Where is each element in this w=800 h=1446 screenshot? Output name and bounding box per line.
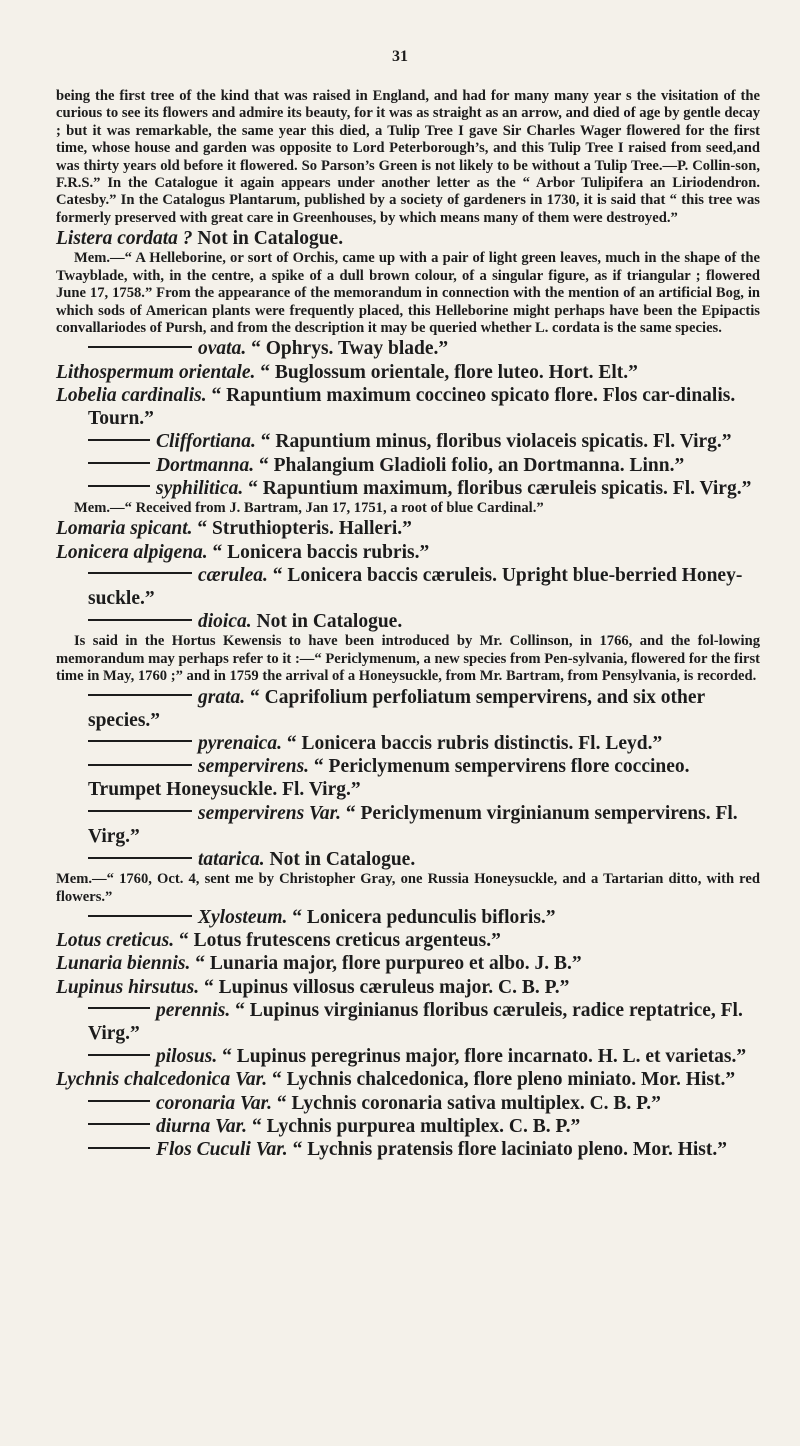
entry-lonicera-grata [56, 686, 760, 732]
entry-lychnis-flos-cuculi [56, 1138, 760, 1161]
entry-lonicera-xylosteum [56, 906, 760, 929]
entry-text: “ Periclymenum sempervirens flore coccineo. Trumpet Honeysuckle. Fl. Virg.” [88, 756, 690, 801]
ditto-rule [88, 810, 192, 812]
ditto-rule [88, 619, 192, 621]
entry-text: “ Lupinus peregrinus major, flore incarnato. H. L. et varietas.” [222, 1046, 747, 1068]
entry-text: “ Lonicera pedunculis bifloris.” [292, 906, 556, 928]
genus-name: Lomaria spicant. [56, 518, 193, 540]
genus-name: Listera cordata ? [56, 228, 193, 250]
entry-listera-ovata [56, 337, 760, 360]
entry-text: “ Lychnis purpurea multiplex. C. B. P.” [251, 1115, 581, 1137]
genus-name: Lotus creticus. [56, 930, 175, 952]
ditto-rule [88, 694, 192, 696]
page-content [56, 88, 760, 1161]
entry-text: “ Lotus frutescens creticus argenteus.” [178, 930, 501, 952]
species-name: Xylosteum. [198, 906, 288, 928]
ditto-rule [88, 1147, 150, 1149]
entry-text: “ Struthiopteris. Halleri.” [197, 518, 412, 540]
ditto-rule [88, 857, 192, 859]
memorandum-tatarica: Mem.—“ 1760, Oct. 4, sent me by Christopher Gray, one Russia Honeysuckle, and a Tartarian ditto, with red flowers.” [56, 871, 760, 905]
entry-text: “ Lupinus villosus cæruleus major. C. B. P.” [203, 976, 570, 998]
genus-name: Lupinus hirsutus. [56, 976, 200, 998]
entry-lithospermum [56, 361, 760, 384]
genus-name: Lobelia cardinalis. [56, 384, 207, 406]
ditto-rule [88, 1100, 150, 1102]
entry-lonicera-tatarica [56, 848, 760, 871]
species-name: Cliffortiana. [156, 431, 256, 453]
species-name: coronaria Var. [156, 1092, 272, 1114]
ditto-rule [88, 485, 150, 487]
entry-lychnis-chalcedonica [56, 1068, 760, 1091]
entry-text: “ Lychnis coronaria sativa multiplex. C. B. P.” [276, 1092, 661, 1114]
entry-lonicera-pyrenaica [56, 732, 760, 755]
entry-text: “ Caprifolium perfoliatum sempervirens, and six other species.” [88, 686, 705, 731]
entry-lupinus-perennis [56, 999, 760, 1045]
species-name: perennis. [156, 999, 231, 1021]
species-name: syphilitica. [156, 477, 244, 499]
ditto-rule [88, 1123, 150, 1125]
ditto-rule [88, 740, 192, 742]
ditto-rule [88, 572, 192, 574]
entry-text: “ Rapuntium minus, floribus violaceis spicatis. Fl. Virg.” [260, 431, 732, 453]
entry-lonicera-sempervirens [56, 755, 760, 801]
genus-name: Lithospermum orientale. [56, 361, 256, 383]
entry-text: Not in Catalogue. [197, 228, 344, 250]
entry-lobelia-cliffortiana [56, 430, 760, 453]
entry-listera-cordata [56, 227, 760, 250]
entry-lychnis-coronaria [56, 1092, 760, 1115]
species-name: sempervirens. [198, 756, 310, 778]
species-name: dioica. [198, 611, 252, 633]
species-name: Flos Cuculi Var. [156, 1139, 288, 1161]
entry-lonicera-dioica [56, 610, 760, 633]
entry-lomaria [56, 517, 760, 540]
entry-text: “ Lonicera baccis rubris distinctis. Fl. Leyd.” [286, 732, 663, 754]
entry-text: Not in Catalogue. [256, 611, 403, 633]
species-name: Dortmanna. [156, 454, 255, 476]
ditto-rule [88, 915, 192, 917]
species-name: grata. [198, 686, 246, 708]
ditto-rule [88, 439, 150, 441]
entry-lonicera-caerulea [56, 564, 760, 610]
entry-text: “ Lonicera baccis rubris.” [212, 541, 430, 563]
entry-text: “ Buglossum orientale, flore luteo. Hort. Elt.” [260, 361, 638, 383]
entry-text: “ Lychnis chalcedonica, flore pleno miniato. Mor. Hist.” [271, 1069, 736, 1091]
ditto-rule [88, 764, 192, 766]
entry-lobelia-dortmanna [56, 454, 760, 477]
entry-lunaria [56, 952, 760, 975]
memorandum-lobelia: Mem.—“ Received from J. Bartram, Jan 17, 1751, a root of blue Cardinal.” [74, 499, 544, 516]
species-name: tatarica. [198, 848, 265, 870]
entry-text: “ Lychnis pratensis flore laciniato pleno. Mor. Hist.” [292, 1139, 727, 1161]
ditto-rule [88, 1007, 150, 1009]
paragraph-tulip-tree: being the first tree of the kind that was raised in England, and had for many many year s the visitation of the curious to see its flowers and admire its beauty, for it was as straight as an arrow, and died of age by gentle decay ; but it was remarkable, the same year this died, a Tulip Tree I gave Sir Charles Wager flowered for the first time, whose house and garden was opposite to Lord Peterborough’s, and this Tulip Tree I raised from seed,and was thirty years old before it flowered. So Parson’s Green is not likely to be without a Tulip Tree.—P. Collin-son, F.R.S.” In the Catalogue it again appears under another letter as the “ Arbor Tulipifera an Liriodendron. Catesby.” In the Catalogus Plantarum, published by a society of gardeners in 1730, it is said that “ this tree was formerly preserved with great care in Greenhouses, by which means many of them were destroyed.” [56, 88, 760, 226]
genus-name: Lonicera alpigena. [56, 541, 208, 563]
entry-text: “ Phalangium Gladioli folio, an Dortmanna. Linn.” [258, 454, 685, 476]
species-name: diurna Var. [156, 1115, 248, 1137]
entry-lychnis-diurna [56, 1115, 760, 1138]
entry-lupinus-hirsutus [56, 976, 760, 999]
entry-lotus [56, 929, 760, 952]
species-name: pyrenaica. [198, 732, 282, 754]
genus-name: Lunaria biennis. [56, 953, 191, 975]
entry-lobelia-cardinalis [56, 384, 760, 430]
page-number: 31 [392, 48, 408, 65]
species-name: ovata. [198, 338, 247, 360]
note-lonicera-dioica: Is said in the Hortus Kewensis to have been introduced by Mr. Collinson, in 1766, and the fol-lowing memorandum may perhaps refer to it :—“ Periclymenum, a new species from Pen-sylvania, flowered for the first time in May, 1760 ;” and in 1759 the arrival of a Honeysuckle, from Mr. Bartram, from Pensylvania, is recorded. [56, 633, 760, 685]
entry-lobelia-syphilitica [56, 477, 760, 500]
ditto-rule [88, 462, 150, 464]
entry-text: “ Lupinus virginianus floribus cæruleis, radice reptatrice, Fl. Virg.” [88, 999, 743, 1044]
entry-lonicera-sempervirens-var [56, 802, 760, 848]
entry-text: “ Lonicera baccis cæruleis. Upright blue-berried Honey-suckle.” [88, 564, 743, 609]
species-name: pilosus. [156, 1046, 218, 1068]
species-name: cærulea. [198, 564, 268, 586]
entry-text: “ Rapuntium maximum, floribus cæruleis spicatis. Fl. Virg.” [248, 477, 752, 499]
entry-text: “ Rapuntium maximum coccineo spicato flore. Flos car-dinalis. Tourn.” [88, 384, 736, 430]
entry-text: “ Lunaria major, flore purpureo et albo. J. B.” [195, 953, 582, 975]
ditto-rule [88, 1054, 150, 1056]
ditto-rule [88, 346, 192, 348]
entry-text: “ Periclymenum virginianum sempervirens. Fl. Virg.” [88, 802, 738, 847]
species-name: sempervirens Var. [198, 802, 342, 824]
entry-text: “ Ophrys. Tway blade.” [251, 338, 449, 360]
genus-name: Lychnis chalcedonica Var. [56, 1069, 268, 1091]
entry-text: Not in Catalogue. [269, 848, 416, 870]
entry-lupinus-pilosus [56, 1045, 760, 1068]
memorandum-listera: Mem.—“ A Helleborine, or sort of Orchis, came up with a pair of light green leaves, much in the shape of the Twayblade, with, in the centre, a spike of a dull brown colour, of a singular figure, as if triangular ; flowered June 17, 1758.” From the appearance of the memorandum in connection with the mention of an artificial Bog, in which sods of American plants were frequently placed, this Helleborine might perhaps have been the Epipactis convallariodes of Pursh, and from the description it may be queried whether L. cordata is the same species. [56, 250, 760, 337]
entry-lonicera-alpigena [56, 541, 760, 564]
